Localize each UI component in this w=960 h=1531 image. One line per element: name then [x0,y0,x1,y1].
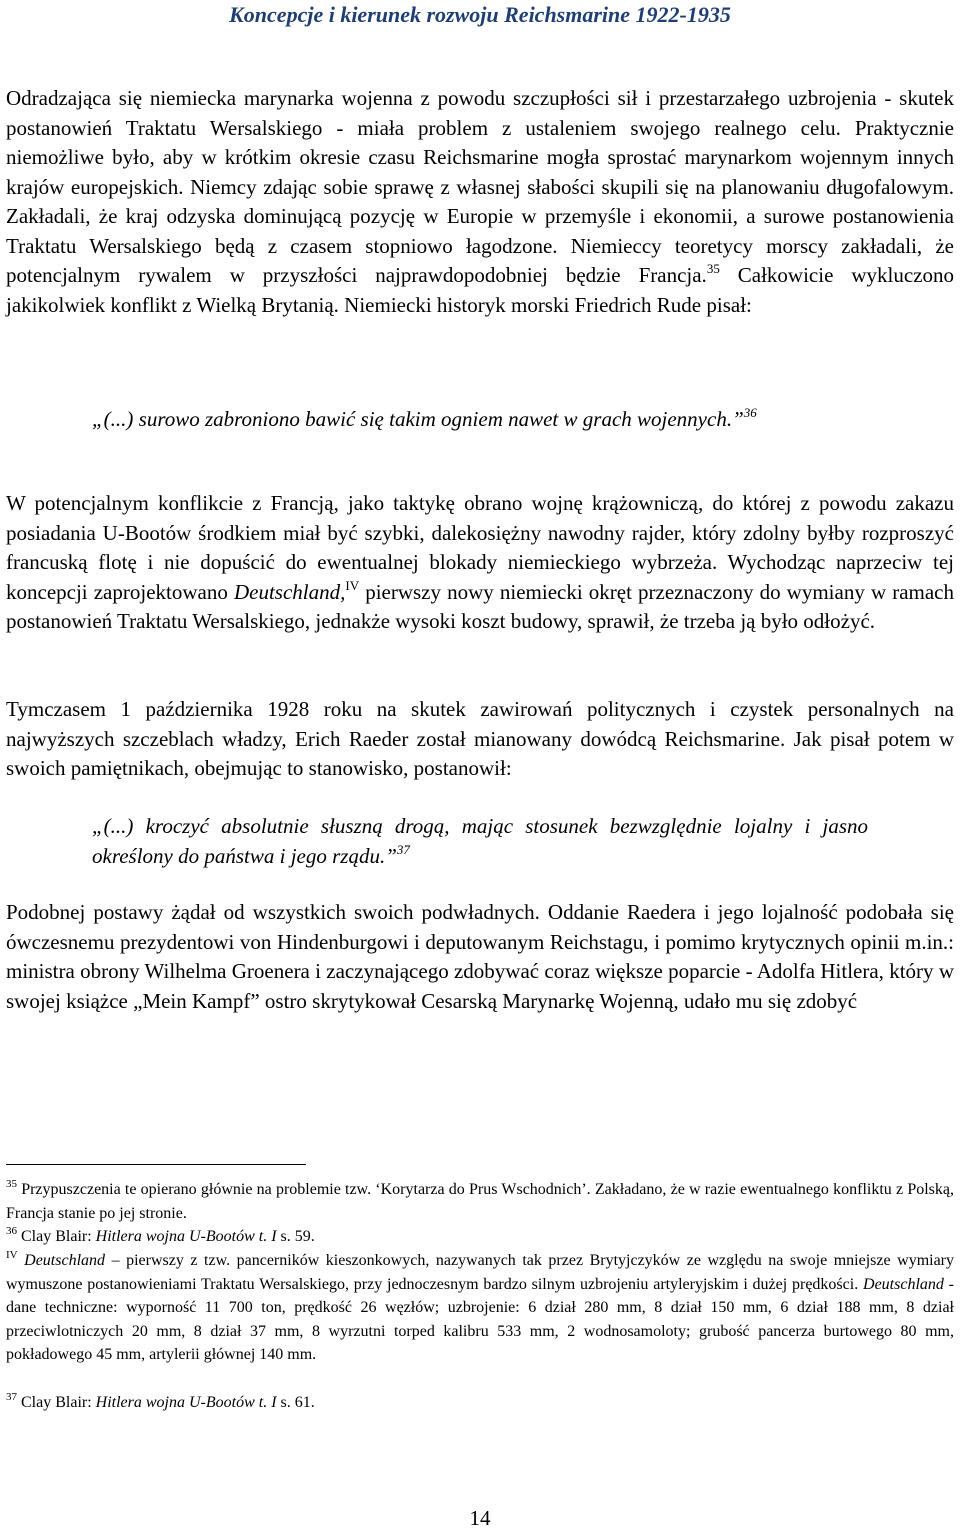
footnote-text: Clay Blair: [17,1228,96,1245]
footnote-separator [6,1164,306,1165]
paragraph-4: Podobnej postawy żądał od wszystkich swoich podwładnych. Oddanie Raedera i jego lojalność podobała się ówczesnemu prezydentowi von Hindenburgowi i deputowanym Reichstagu, i pomimo krytycznych opinii m.in.: ministra obrony Wilhelma Groenera i zaczynającego zdobywać coraz większe poparcie - Adolfa Hitlera, który w swojej książce „Mein Kampf” ostro skrytykował Cesarską Marynarkę Wojenną, udało mu się zdobyć [6,900,954,1013]
quote-2-text: „(...) kroczyć absolutnie słuszną drogą, mając stosunek bezwzględnie lojalny i jasno określony do państwa i jego rządu.” [92,814,868,868]
paragraph-1-text: Odradzająca się niemiecka marynarka wojenna z powodu szczupłości sił i przestarzałego uzbrojenia - skutek postanowień Traktatu Wersalskiego - miała problem z ustaleniem swojego realnego celu. Praktycznie niemożliwe było, aby w krótkim okresie czasu Reichsmarine mogła sprostać marynarkom wojennym innych krajów europejskich. Niemcy zdając sobie sprawę z własnej słabości skupili się na planowaniu długofalowym. Zakładali, że kraj odzyska dominującą pozycję w Europie w przemyśle i ekonomii, a surowe postanowienia Traktatu Wersalskiego będą z czasem stopniowo łagodzone. Niemieccy teoretycy morscy zakładali, że potencjalnym rywalem w przyszłości najprawdopodobniej będzie Francja. [6,86,954,287]
footnote-text: Przypuszczenia te opierano głównie na problemie tzw. ‘Korytarza do Prus Wschodnich’. Zakładano, że w razie ewentualnego konfliktu z Polską, Francja stanie po jej stronie. [6,1181,954,1222]
ship-name-deutschland: Deutschland, [233,579,346,604]
paragraph-3: Tymczasem 1 października 1928 roku na skutek zawirowań politycznych i czystek personalnych na najwyższych szczeblach władzy, Erich Raeder został mianowany dowódcą Reichsmarine. Jak pisał potem w swoich pamiętnikach, obejmując to stanowisko, postanowił: [6,697,954,780]
footnote-text: Clay Blair: [17,1394,96,1411]
footnote-number: IV [6,1249,18,1261]
quote-1-text: „(...) surowo zabroniono bawić się takim ogniem nawet w grach wojennych.” [92,407,744,431]
footnote-book-title: Hitlera wojna U-Bootów t. I [95,1228,277,1245]
footnote-text: s. 61. [276,1394,315,1411]
footnote-book-title: Hitlera wojna U-Bootów t. I [95,1394,277,1411]
footnote-ref-36[interactable]: 36 [743,405,757,420]
footnote-36 [6,1225,954,1249]
footnote-ref-35[interactable]: 35 [706,261,720,276]
paragraph-1 [6,84,954,320]
footnote-ref-IV[interactable]: IV [345,577,360,593]
paragraph-2-text: W potencjalnym konflikcie z Francją, jako taktykę obrano wojnę krążowniczą, do której z powodu zakazu posiadania U-Bootów środkiem miał być szybki, dalekosiężny nawodny rajder, który zdolny byłby rozproszyć francuską flotę i nie dopuścić do ewentualnej blokady niemieckiego wybrzeża. Wychodząc naprzeciw tej koncepcji zaprojektowano [6,491,954,604]
running-header: Koncepcje i kierunek rozwoju Reichsmarine 1922-1935 [229,2,731,27]
footnote-text: - dane techniczne: wyporność 11 700 ton, prędkość 26 węzłów; uzbrojenie: 6 dział 280 mm, 8 dział 150 mm, 6 dział 188 mm, 8 dział przeciwlotniczych 20 mm, 8 dział 37 mm, 8 wyrzutni torped kalibru 533 mm, 2 wodnosamoloty; grubość pancerza burtowego 80 mm, pokładowego 45 mm, artylerii głównej 140 mm. [6,1275,955,1363]
footnote-ship-title: Deutschland [17,1252,106,1269]
footnote-37 [6,1391,954,1415]
quote-1 [92,404,868,434]
footnote-text: – pierwszy z tzw. pancerników kieszonkowych, nazywanych tak przez Brytyjczyków ze względu na swoje mniejsze wymiary wymuszone postanowieniami Traktatu Wersalskiego, przy jednoczesnym bardzo silnym uzbrojeniu artyleryjskim i dużej prędkości. [6,1252,955,1293]
paragraph-1-text-cont: Całkowicie wykluczono jakikolwiek konflikt z Wielką Brytanią. Niemiecki historyk morski Friedrich Rude pisał: [6,263,955,317]
footnote-IV [6,1249,954,1367]
page-number: 14 [469,1506,491,1530]
footnote-number: 35 [6,1178,17,1190]
footnote-ref-37[interactable]: 37 [396,842,410,857]
footnote-ship-title: Deutschland [863,1275,944,1293]
footnote-text: s. 59. [276,1228,315,1245]
paragraph-2 [6,489,954,637]
footnote-number: 37 [6,1391,17,1403]
paragraph-2-text-cont: pierwszy nowy niemiecki okręt przeznaczony do wymiany w ramach postanowień Traktatu Wersalskiego, jednakże wysoki koszt budowy, sprawił, że trzeba ją było odłożyć. [6,579,955,633]
quote-2 [92,811,868,871]
footnote-35 [6,1178,954,1225]
footnote-number: 36 [6,1225,17,1237]
